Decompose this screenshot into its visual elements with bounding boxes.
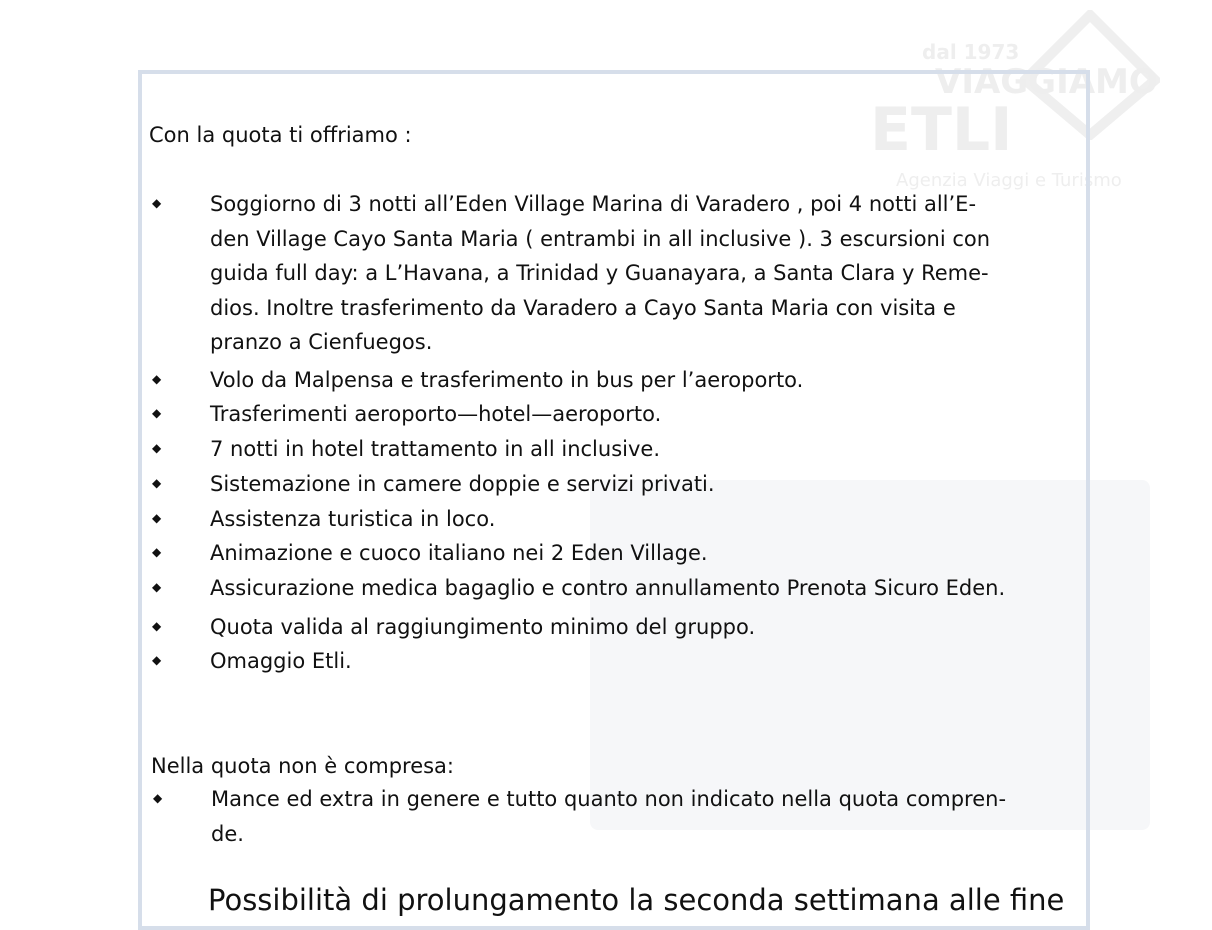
- diamond-bullet-icon: ◆: [153, 791, 163, 805]
- diamond-bullet-icon: ◆: [152, 476, 162, 490]
- list-item: [153, 782, 1091, 851]
- list-item-line: guida full day: a L’Havana, a Trinidad y Guanayara, a Santa Clara y Reme-: [210, 261, 989, 285]
- list-item-line: Sistemazione in camere doppie e servizi privati.: [210, 472, 715, 496]
- list-item-line: Quota valida al raggiungimento minimo del gruppo.: [210, 615, 756, 639]
- diamond-bullet-icon: ◆: [152, 653, 162, 667]
- list-item: [152, 644, 1090, 679]
- list-item: [152, 432, 1090, 467]
- list-item: [152, 467, 1090, 502]
- list-item-line: Trasferimenti aeroporto—hotel—aeroporto.: [210, 402, 662, 426]
- watermark-year: dal 1973: [922, 40, 1020, 64]
- list-item: [152, 610, 1090, 645]
- list-item-line: Assistenza turistica in loco.: [210, 507, 496, 531]
- diamond-bullet-icon: ◆: [152, 545, 162, 559]
- list-item-line: Animazione e cuoco italiano nei 2 Eden Village.: [210, 541, 708, 565]
- diamond-bullet-icon: ◆: [152, 406, 162, 420]
- list-item-line: Soggiorno di 3 notti all’Eden Village Marina di Varadero , poi 4 notti all’E-: [210, 192, 977, 216]
- diamond-bullet-icon: ◆: [152, 196, 162, 210]
- list-item: [152, 502, 1090, 537]
- list-item-line: den Village Cayo Santa Maria ( entrambi in all inclusive ). 3 escursioni con: [210, 226, 991, 251]
- diamond-bullet-icon: ◆: [152, 580, 162, 594]
- list-item: [152, 536, 1090, 571]
- watermark-brand: ETLI: [870, 95, 1013, 165]
- list-item: [152, 571, 1090, 606]
- list-item-line: Assicurazione medica bagaglio e contro annullamento Prenota Sicuro Eden.: [210, 576, 1006, 600]
- cut-off-paragraph: Possibilità di prolungamento la seconda settimana alle fine: [208, 883, 1065, 917]
- offer-heading: Con la quota ti offriamo :: [149, 123, 412, 147]
- diamond-bullet-icon: ◆: [152, 441, 162, 455]
- list-item-line: Omaggio Etli.: [210, 649, 352, 673]
- diamond-bullet-icon: ◆: [152, 372, 162, 386]
- list-item: [152, 363, 1090, 398]
- list-item-line: Volo da Malpensa e trasferimento in bus per l’aeroporto.: [210, 368, 804, 392]
- list-item-line: de.: [211, 821, 244, 846]
- list-item-line: dios. Inoltre trasferimento da Varadero a Cayo Santa Maria con visita e: [210, 295, 956, 320]
- list-item-line: Mance ed extra in genere e tutto quanto non indicato nella quota compren-: [211, 787, 1007, 811]
- list-item-line: pranzo a Cienfuegos.: [210, 330, 433, 354]
- list-item-line: 7 notti in hotel trattamento in all inclusive.: [210, 437, 660, 461]
- watermark-caption: Agenzia Viaggi e Turismo: [896, 170, 1122, 191]
- list-item: [152, 397, 1090, 432]
- watermark-name: VIAGGIAMO: [935, 62, 1158, 102]
- list-item: [152, 187, 1090, 360]
- exclusions-heading: Nella quota non è compresa:: [151, 754, 455, 778]
- diamond-bullet-icon: ◆: [152, 511, 162, 525]
- diamond-bullet-icon: ◆: [152, 619, 162, 633]
